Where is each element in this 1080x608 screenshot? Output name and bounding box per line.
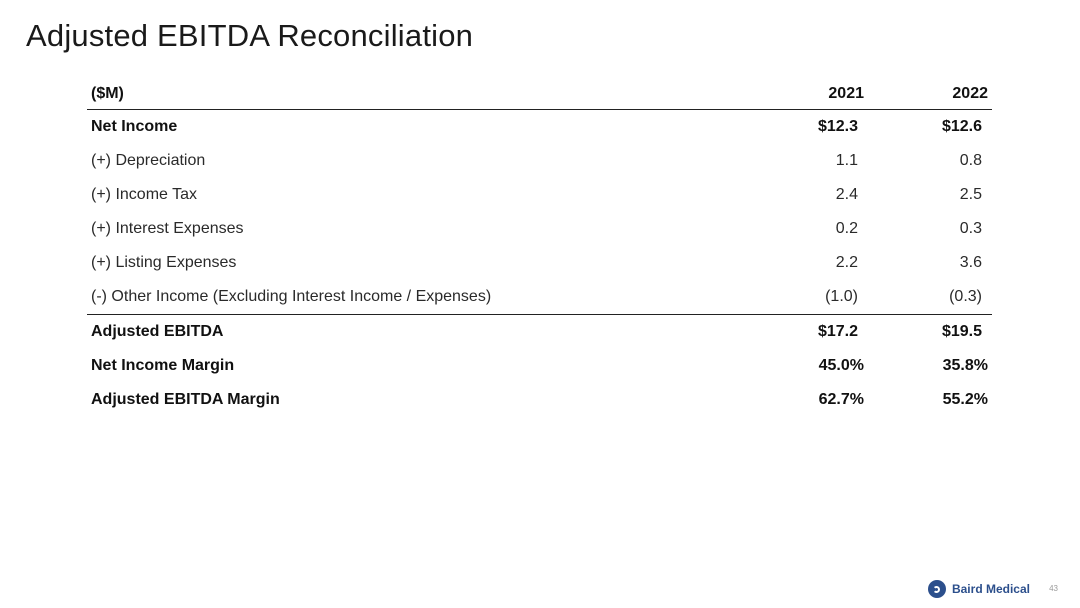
value-2022: 3.6 xyxy=(959,254,982,271)
company-logo xyxy=(928,580,1030,598)
value-2022: 2.5 xyxy=(959,186,982,203)
value-2021: 45.0% xyxy=(818,357,864,374)
table-row-other-income xyxy=(87,280,992,314)
table-row-adjusted-ebitda-margin xyxy=(87,383,992,417)
value-2021: (1.0) xyxy=(825,288,858,305)
year-2021-header: 2021 xyxy=(828,85,864,102)
brand-name: Baird Medical xyxy=(951,582,1030,596)
value-2021: 0.2 xyxy=(835,220,858,237)
row-label: Adjusted EBITDA Margin xyxy=(91,391,280,408)
row-label: (+) Listing Expenses xyxy=(91,254,237,271)
value-2022: 55.2% xyxy=(942,391,988,408)
row-label: (+) Depreciation xyxy=(91,152,206,169)
value-2021: $17.2 xyxy=(817,323,858,340)
value-2021: 2.4 xyxy=(835,186,858,203)
value-2022: 0.3 xyxy=(959,220,982,237)
year-2022-header: 2022 xyxy=(952,85,988,102)
page-title: Adjusted EBITDA Reconciliation xyxy=(26,18,474,53)
baird-medical-logo-icon xyxy=(928,580,946,598)
value-2021: 2.2 xyxy=(835,254,858,271)
ebitda-reconciliation-table xyxy=(87,79,992,417)
table-row-net-income-margin xyxy=(87,349,992,383)
value-2022: 35.8% xyxy=(942,357,988,374)
row-label: Net Income xyxy=(91,118,178,135)
row-label: Net Income Margin xyxy=(91,357,235,374)
page-number: 43 xyxy=(1049,584,1058,593)
value-2022: 0.8 xyxy=(959,152,982,169)
table-row-depreciation xyxy=(87,144,992,178)
value-2021: 62.7% xyxy=(818,391,864,408)
table-row-income-tax xyxy=(87,178,992,212)
row-label: Adjusted EBITDA xyxy=(91,323,224,340)
table-row-listing-expenses xyxy=(87,246,992,280)
table-row-adjusted-ebitda xyxy=(87,314,992,349)
units-header: ($M) xyxy=(91,85,124,102)
row-label: (+) Income Tax xyxy=(91,186,197,203)
row-label: (+) Interest Expenses xyxy=(91,220,244,237)
value-2021: 1.1 xyxy=(835,152,858,169)
table-header-row xyxy=(87,79,992,110)
value-2021: $12.3 xyxy=(817,118,858,135)
value-2022: $19.5 xyxy=(941,323,982,340)
value-2022: $12.6 xyxy=(941,118,982,135)
table-row-interest-expenses xyxy=(87,212,992,246)
row-label: (-) Other Income (Excluding Interest Income / Expenses) xyxy=(91,288,492,305)
value-2022: (0.3) xyxy=(949,288,982,305)
table-row-net-income xyxy=(87,110,992,144)
